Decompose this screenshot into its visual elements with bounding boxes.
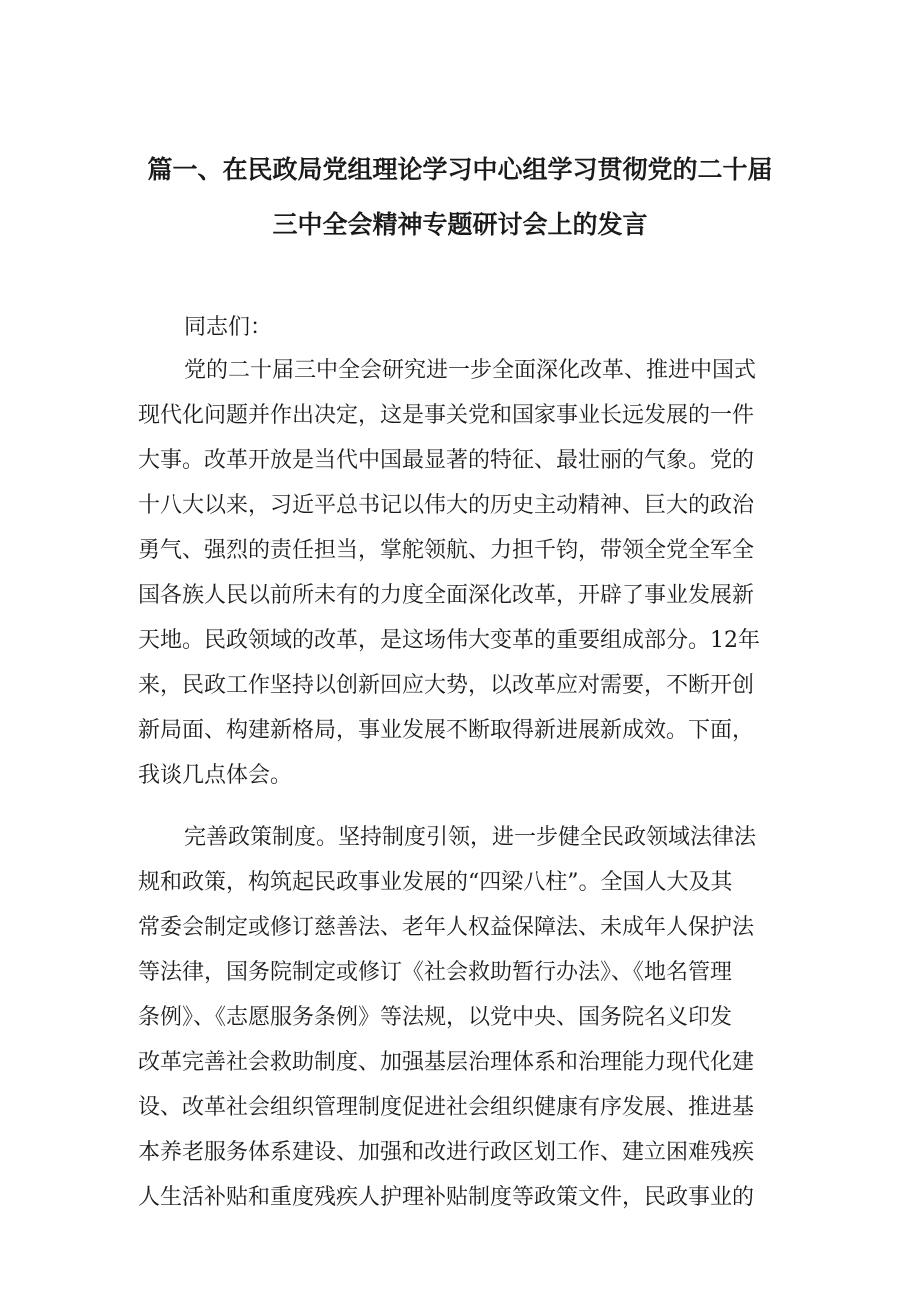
paragraph-2-line: 等法律，国务院制定或修订《社会救助暂行办法》、《地名管理 xyxy=(138,960,733,985)
paragraph-1-line: 大事。改革开放是当代中国最显著的特征、最壮丽的气象。党的 xyxy=(138,448,755,473)
paragraph-1-line: 勇气、强烈的责任担当，掌舵领航、力担千钧，带领全党全军全 xyxy=(138,538,755,563)
paragraph-2-line: 常委会制定或修订慈善法、老年人权益保障法、未成年人保护法 xyxy=(138,915,755,940)
paragraph-1-line: 国各族人民以前所未有的力度全面深化改革，开辟了事业发展新 xyxy=(138,583,755,608)
paragraph-1-line: 党的二十届三中全会研究进一步全面深化改革、推进中国式 xyxy=(184,358,757,383)
paragraph-2-line: 设、改革社会组织管理制度促进社会组织健康有序发展、推进基 xyxy=(138,1095,755,1120)
paragraph-1-line: 十八大以来，习近平总书记以伟大的历史主动精神、巨大的政治 xyxy=(138,493,755,518)
salutation: 同志们： xyxy=(184,315,273,340)
paragraph-2-line: 完善政策制度。坚持制度引领，进一步健全民政领域法律法 xyxy=(184,825,757,850)
document-title-line-2: 三中全会精神专题研讨会上的发言 xyxy=(272,210,648,239)
paragraph-1-line: 现代化问题并作出决定，这是事关党和国家事业长远发展的一件 xyxy=(138,403,755,428)
paragraph-2-line: 本养老服务体系建设、加强和改进行政区划工作、建立困难残疾 xyxy=(138,1140,755,1165)
paragraph-1-line: 新局面、构建新格局，事业发展不断取得新进展新成效。下面， xyxy=(138,718,755,743)
paragraph-1-line: 我谈几点体会。 xyxy=(138,763,293,788)
document-title-line-1: 篇一、在民政局党组理论学习中心组学习贯彻党的二十届 xyxy=(147,155,773,184)
paragraph-2-line: 改革完善社会救助制度、加强基层治理体系和治理能力现代化建 xyxy=(138,1050,755,1075)
paragraph-2-line: 规和政策，构筑起民政事业发展的“四梁八柱”。全国人大及其 xyxy=(138,870,733,895)
paragraph-1-line: 天地。民政领域的改革，是这场伟大变革的重要组成部分。12年 xyxy=(138,628,760,653)
paragraph-2-line: 条例》、《志愿服务条例》等法规，以党中央、国务院名义印发 xyxy=(138,1005,733,1030)
paragraph-1-line: 来，民政工作坚持以创新回应大势，以改革应对需要，不断开创 xyxy=(138,673,755,698)
paragraph-2-line: 人生活补贴和重度残疾人护理补贴制度等政策文件，民政事业的 xyxy=(138,1185,755,1210)
